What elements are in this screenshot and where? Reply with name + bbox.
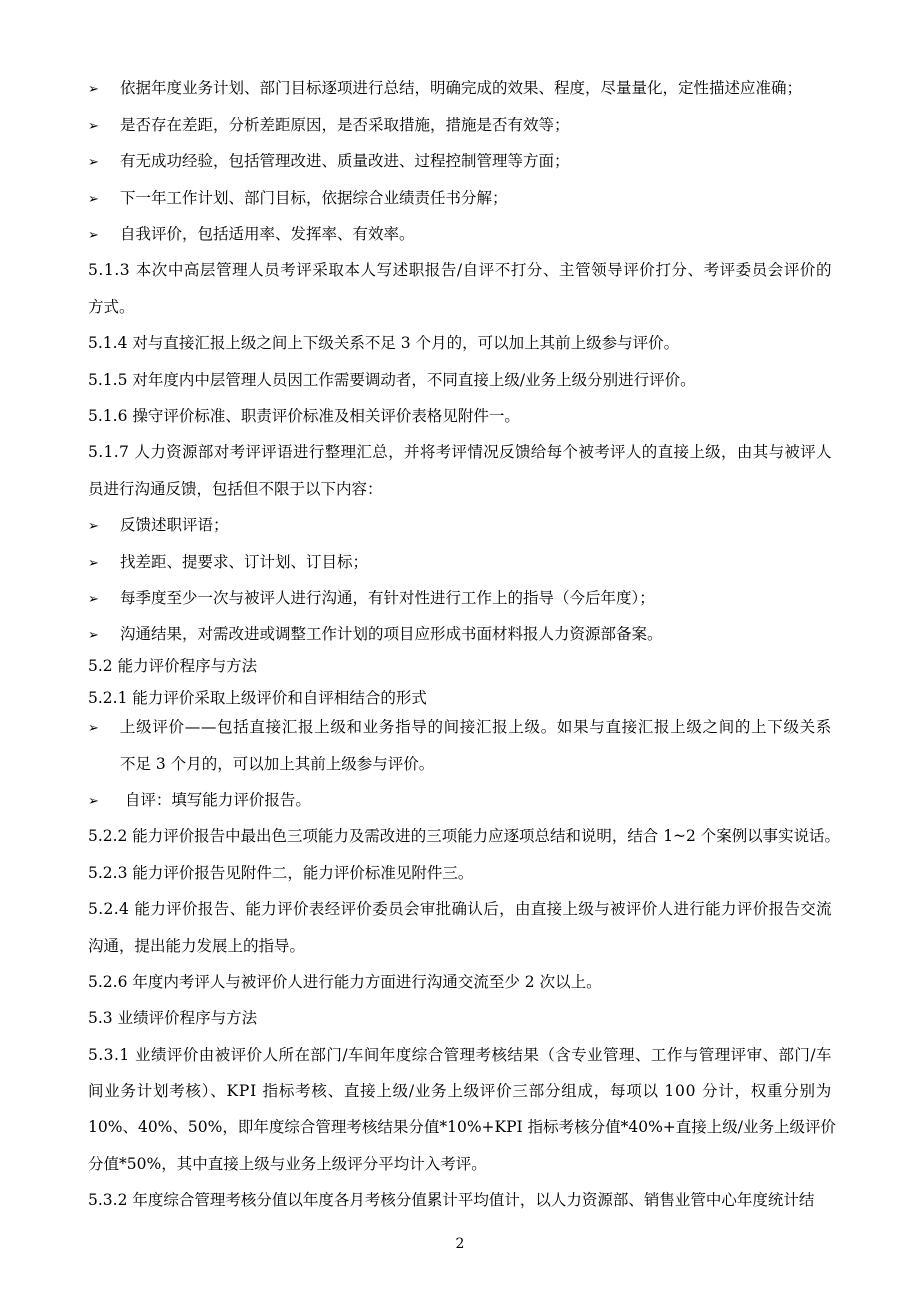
paragraph-line: 5.3.2 年度综合管理考核分值以年度各月考核分值累计平均值计，以人力资源部、销售业管中心年度统计结 xyxy=(88,1191,815,1209)
bullet-arrow-icon: ➢ xyxy=(88,628,99,643)
bullet-item xyxy=(88,188,508,210)
bullet-item xyxy=(88,552,368,574)
paragraph-line: 5.3.1 业绩评价由被评价人所在部门/车间年度综合管理考核结果（含专业管理、工作与管理评审、部门/车 xyxy=(88,1046,832,1064)
bullet-arrow-icon: ➢ xyxy=(88,519,99,534)
bullet-arrow-icon: ➢ xyxy=(88,119,99,134)
bullet-arrow-icon: ➢ xyxy=(88,721,99,736)
bullet-continuation: 不足 3 个月的，可以加上其前上级参与评价。 xyxy=(120,755,435,773)
bullet-item xyxy=(88,115,570,137)
bullet-arrow-icon: ➢ xyxy=(88,556,99,571)
bullet-text: 反馈述职评语； xyxy=(120,516,229,534)
bullet-text: 自我评价，包括适用率、发挥率、有效率。 xyxy=(120,225,415,243)
bullet-text: 下一年工作计划、部门目标，依据综合业绩责任书分解； xyxy=(120,189,508,207)
bullet-arrow-icon: ➢ xyxy=(88,794,99,809)
paragraph-line: 5.1.6 操守评价标准、职责评价标准及相关评价表格见附件一。 xyxy=(88,407,520,425)
bullet-arrow-icon: ➢ xyxy=(88,592,99,607)
bullet-text: 沟通结果，对需改进或调整工作计划的项目应形成书面材料报人力资源部备案。 xyxy=(120,625,663,643)
paragraph-line: 分值*50%，其中直接上级与业务上级评分平均计入考评。 xyxy=(88,1155,487,1173)
bullet-text: 是否存在差距，分析差距原因，是否采取措施，措施是否有效等； xyxy=(120,116,570,134)
bullet-text: 每季度至少一次与被评人进行沟通，有针对性进行工作上的指导（今后年度）； xyxy=(120,589,655,607)
paragraph-line: 5.1.4 对与直接汇报上级之间上下级关系不足 3 个月的，可以加上其前上级参与评价。 xyxy=(88,334,680,352)
bullet-item xyxy=(88,624,663,646)
paragraph-line: 方式。 xyxy=(88,298,135,316)
bullet-text: 依据年度业务计划、部门目标逐项进行总结，明确完成的效果、程度，尽量量化，定性描述应准确； xyxy=(120,79,803,97)
paragraph-line: 5.2.4 能力评价报告、能力评价表经评价委员会审批确认后，由直接上级与被评价人进行能力评价报告交流 xyxy=(88,900,832,918)
bullet-arrow-icon: ➢ xyxy=(88,192,99,207)
bullet-arrow-icon: ➢ xyxy=(88,82,99,97)
bullet-item xyxy=(88,78,802,100)
bullet-item xyxy=(88,588,655,610)
bullet-item xyxy=(88,151,570,173)
paragraph-line: 5.2.3 能力评价报告见附件二，能力评价标准见附件三。 xyxy=(88,864,474,882)
paragraph-line: 10%、40%、50%，即年度综合管理考核结果分值*10%+KPI 指标考核分值*40%+直接上级/业务上级评价 xyxy=(88,1118,837,1136)
bullet-text: 有无成功经验，包括管理改进、质量改进、过程控制管理等方面； xyxy=(120,152,570,170)
paragraph-line: 5.2.6 年度内考评人与被评价人进行能力方面进行沟通交流至少 2 次以上。 xyxy=(88,973,602,991)
paragraph-line: 沟通，提出能力发展上的指导。 xyxy=(88,937,306,955)
bullet-item xyxy=(88,717,832,739)
page-number: 2 xyxy=(455,1236,465,1252)
bullet-text: 上级评价——包括直接汇报上级和业务指导的间接汇报上级。如果与直接汇报上级之间的上下级关系 xyxy=(120,718,832,736)
bullet-item xyxy=(88,790,311,812)
paragraph-line: 5.2.2 能力评价报告中最出色三项能力及需改进的三项能力应逐项总结和说明，结合 1~2 个案例以事实说话。 xyxy=(88,827,840,845)
bullet-text: 找差距、提要求、订计划、订目标； xyxy=(120,553,369,571)
bullet-item xyxy=(88,515,229,537)
paragraph-line: 5.2.1 能力评价采取上级评价和自评相结合的形式 xyxy=(88,689,427,707)
bullet-text: 自评：填写能力评价报告。 xyxy=(120,791,311,809)
bullet-arrow-icon: ➢ xyxy=(88,155,99,170)
paragraph-line: 5.1.5 对年度内中层管理人员因工作需要调动者，不同直接上级/业务上级分别进行评价。 xyxy=(88,371,696,389)
bullet-item xyxy=(88,224,415,246)
bullet-arrow-icon: ➢ xyxy=(88,228,99,243)
paragraph-line: 5.2 能力评价程序与方法 xyxy=(88,657,258,675)
paragraph-line: 员进行沟通反馈，包括但不限于以下内容： xyxy=(88,480,383,498)
paragraph-line: 5.3 业绩评价程序与方法 xyxy=(88,1009,258,1027)
paragraph-line: 间业务计划考核）、KPI 指标考核、直接上级/业务上级评价三部分组成，每项以 100 分计，权重分别为 xyxy=(88,1082,832,1100)
paragraph-line: 5.1.7 人力资源部对考评评语进行整理汇总，并将考评情况反馈给每个被考评人的直接上级，由其与被评人 xyxy=(88,443,832,461)
paragraph-line: 5.1.3 本次中高层管理人员考评采取本人写述职报告/自评不打分、主管领导评价打分、考评委员会评价的 xyxy=(88,261,832,279)
